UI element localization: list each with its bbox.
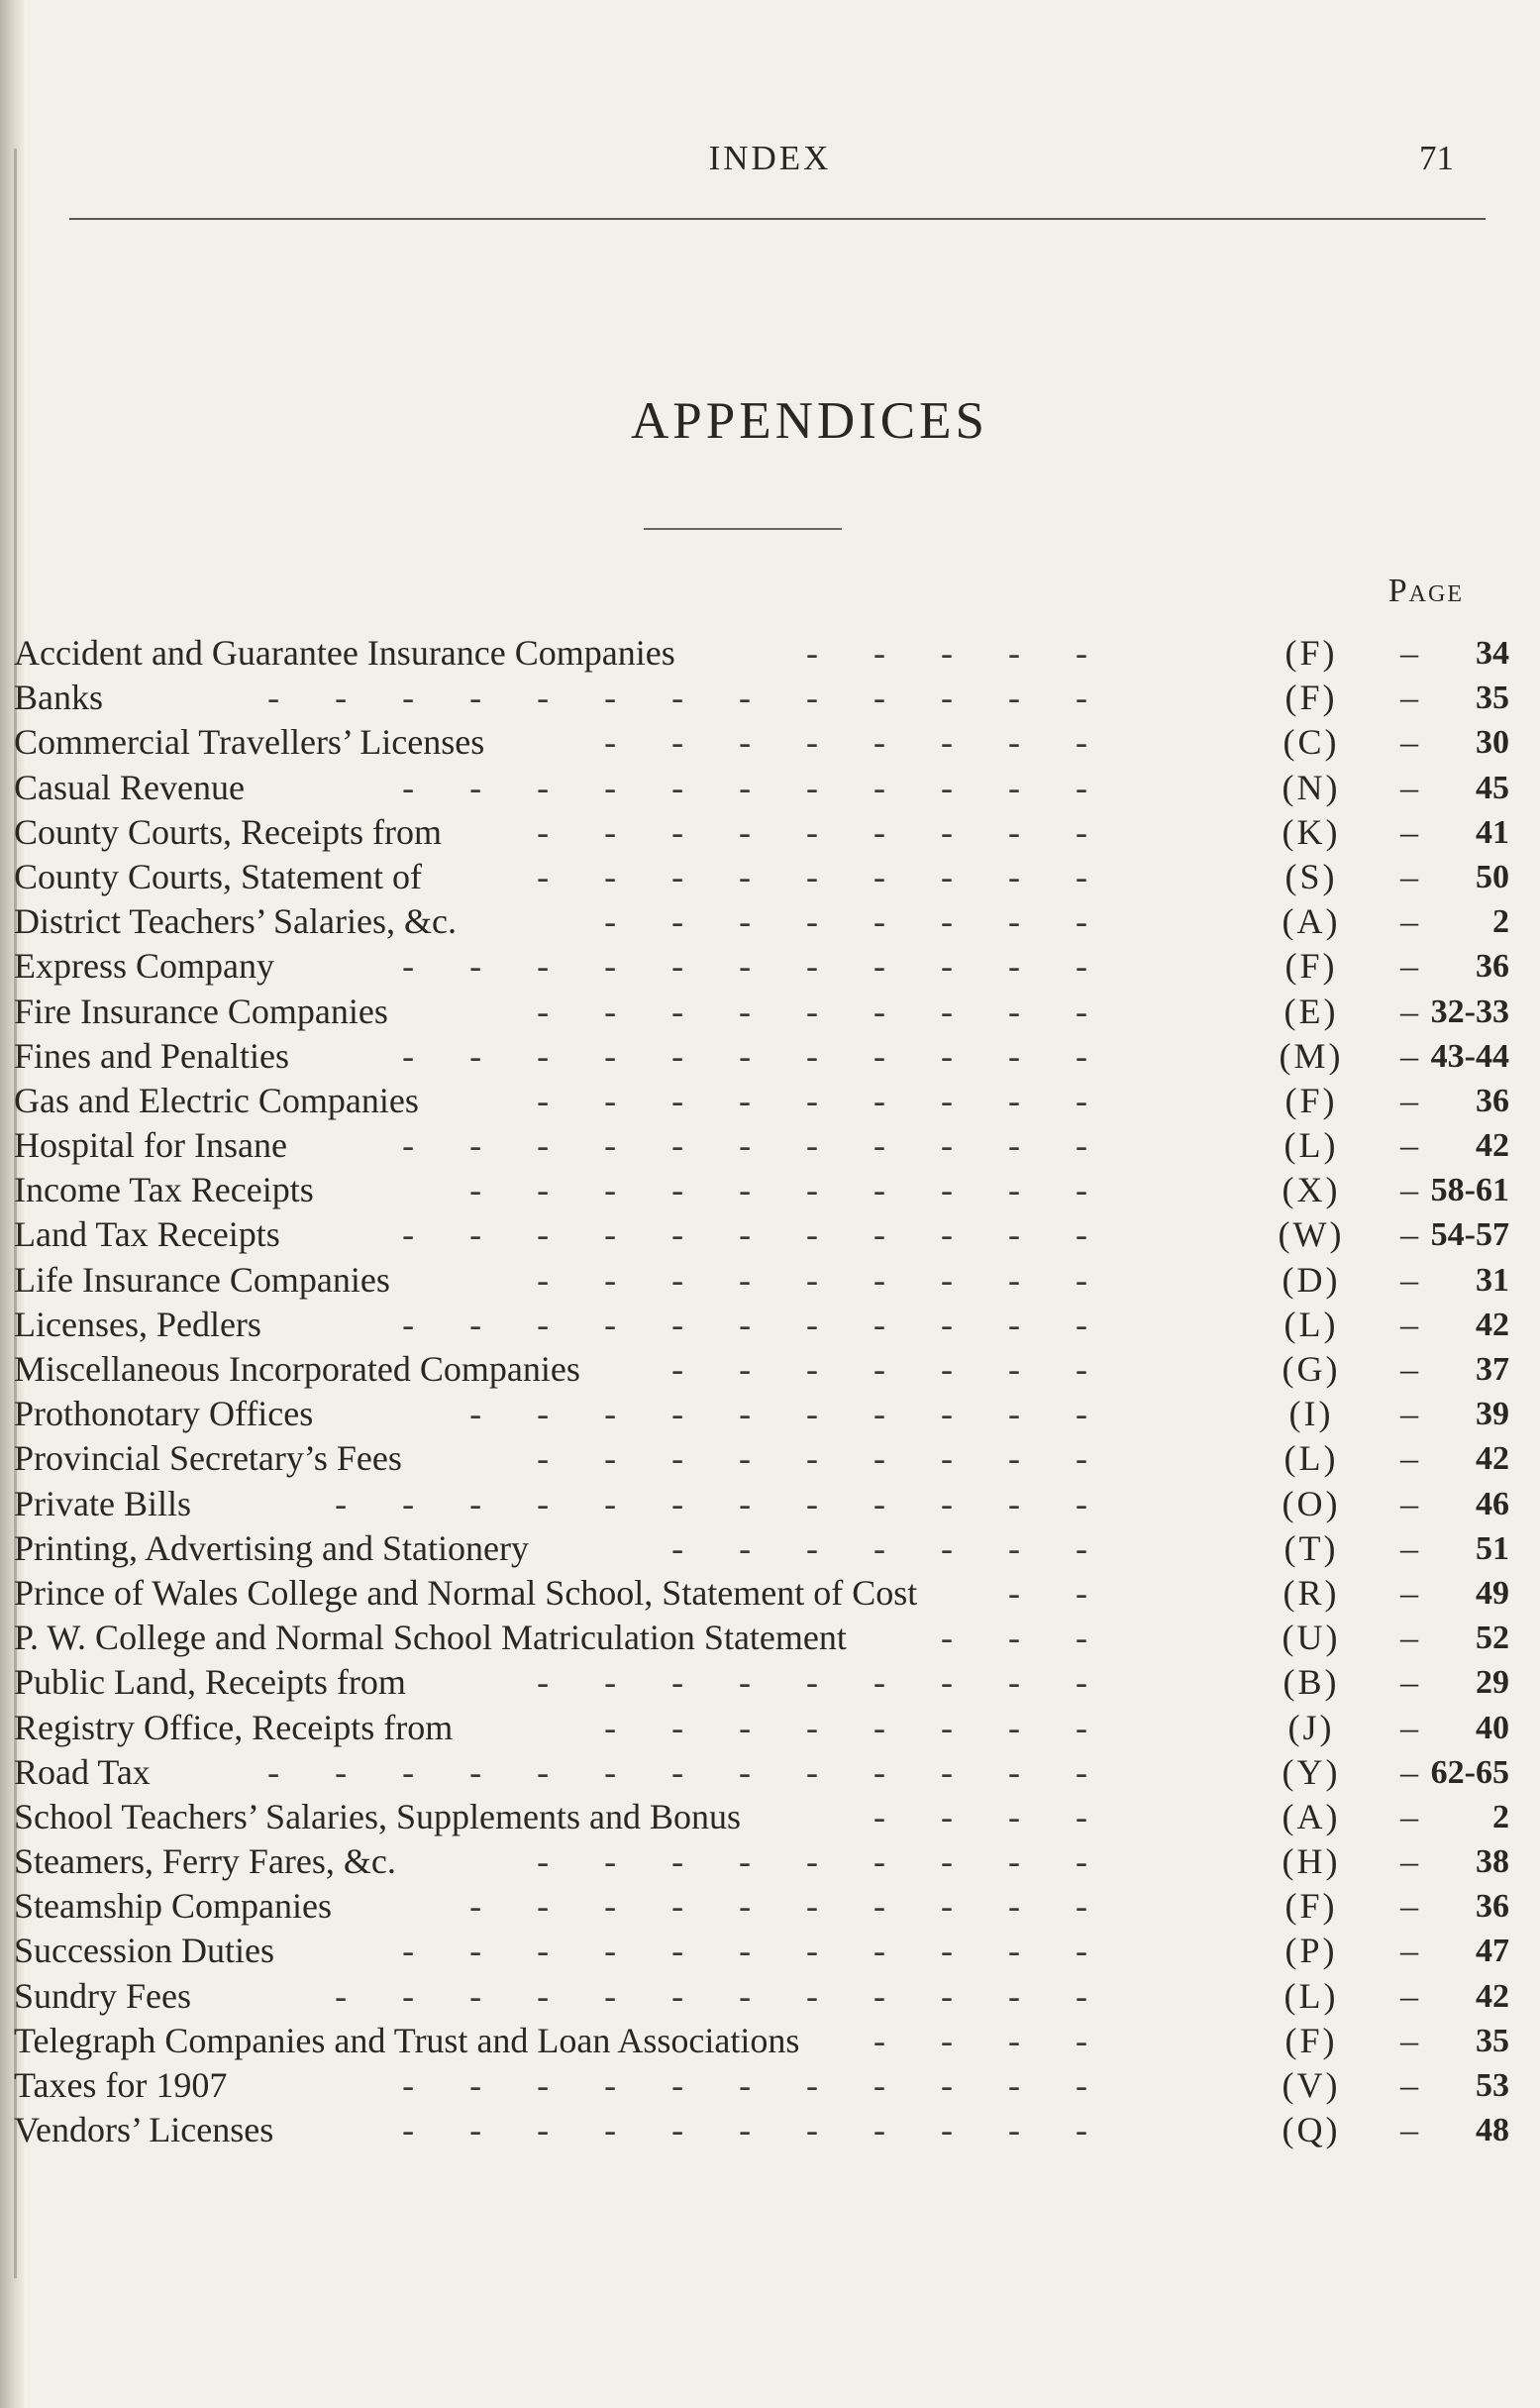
separator-dash: – bbox=[1400, 1841, 1418, 1882]
entry-name: Printing, Advertising and Stationery bbox=[14, 1527, 529, 1568]
index-entry bbox=[14, 720, 1509, 765]
leader-dashes: ----------- bbox=[402, 1125, 1143, 1166]
header-rule bbox=[69, 218, 1486, 220]
entry-name: County Courts, Receipts from bbox=[14, 811, 442, 852]
entry-name: Road Tax bbox=[14, 1751, 151, 1792]
separator-dash: – bbox=[1400, 1662, 1418, 1703]
leader-dashes: ----------- bbox=[402, 1214, 1143, 1255]
separator-dash: – bbox=[1400, 1751, 1418, 1792]
entry-appendix-letter: (L) bbox=[1283, 1975, 1339, 2016]
entry-name: Public Land, Receipts from bbox=[14, 1662, 406, 1703]
separator-dash: – bbox=[1400, 1035, 1418, 1076]
entry-name: Prothonotary Offices bbox=[14, 1394, 314, 1434]
index-entry bbox=[14, 1616, 1509, 1660]
index-entry bbox=[14, 631, 1509, 676]
entry-page: 42 bbox=[1476, 1977, 1509, 2015]
leader-dashes: --------- bbox=[537, 1080, 1143, 1120]
appendix-index-list bbox=[14, 631, 1509, 2152]
leader-dashes: ------------- bbox=[267, 1751, 1143, 1792]
entry-name: Hospital for Insane bbox=[14, 1125, 287, 1166]
separator-dash: – bbox=[1400, 991, 1418, 1031]
entry-name: Prince of Wales College and Normal School, Statement of Cost bbox=[14, 1572, 918, 1613]
entry-appendix-letter: (O) bbox=[1282, 1483, 1341, 1523]
index-entry bbox=[14, 944, 1509, 989]
entry-name: Express Company bbox=[14, 946, 274, 987]
entry-appendix-letter: (X) bbox=[1282, 1170, 1341, 1210]
entry-appendix-letter: (K) bbox=[1282, 811, 1341, 852]
entry-appendix-letter: (M) bbox=[1279, 1035, 1344, 1076]
leader-dashes: ----------- bbox=[402, 2110, 1143, 2150]
running-title: INDEX bbox=[708, 139, 832, 177]
entry-page: 37 bbox=[1476, 1351, 1509, 1388]
entry-page: 35 bbox=[1476, 680, 1509, 717]
leader-dashes: -- bbox=[1008, 1572, 1143, 1613]
separator-dash: – bbox=[1400, 2065, 1418, 2105]
leader-dashes: ------------ bbox=[335, 1975, 1143, 2016]
index-entry bbox=[14, 1839, 1509, 1884]
entry-name: Vendors’ Licenses bbox=[14, 2110, 274, 2150]
separator-dash: – bbox=[1400, 1349, 1418, 1389]
index-entry bbox=[14, 1034, 1509, 1079]
leader-dashes: ------------- bbox=[267, 678, 1143, 718]
index-entry bbox=[14, 1571, 1509, 1616]
index-entry bbox=[14, 2019, 1509, 2063]
running-header bbox=[40, 139, 1500, 188]
entry-page: 49 bbox=[1476, 1574, 1509, 1612]
separator-dash: – bbox=[1400, 1080, 1418, 1120]
page-column-heading: Page bbox=[1387, 573, 1464, 609]
entry-page: 47 bbox=[1476, 1933, 1509, 1970]
index-entry bbox=[14, 810, 1509, 855]
entry-appendix-letter: (L) bbox=[1283, 1438, 1339, 1479]
entry-appendix-letter: (F) bbox=[1284, 1080, 1338, 1120]
entry-page: 50 bbox=[1476, 858, 1509, 895]
entry-name: Accident and Guarantee Insurance Companies bbox=[14, 633, 675, 673]
leader-dashes: --------- bbox=[537, 991, 1143, 1031]
entry-appendix-letter: (E) bbox=[1283, 991, 1339, 1031]
entry-name: Registry Office, Receipts from bbox=[14, 1707, 454, 1747]
index-entry bbox=[14, 676, 1509, 720]
entry-page: 35 bbox=[1476, 2022, 1509, 2059]
entry-page: 43-44 bbox=[1430, 1037, 1509, 1075]
leader-dashes: ----------- bbox=[402, 767, 1143, 807]
entry-name: Telegraph Companies and Trust and Loan Associations bbox=[14, 2020, 800, 2060]
entry-page: 48 bbox=[1476, 2112, 1509, 2149]
separator-dash: – bbox=[1400, 1707, 1418, 1747]
leader-dashes: --------- bbox=[537, 1841, 1143, 1882]
index-entry bbox=[14, 1929, 1509, 1973]
index-entry bbox=[14, 1974, 1509, 2019]
index-entry bbox=[14, 1212, 1509, 1257]
index-entry bbox=[14, 1392, 1509, 1436]
index-entry bbox=[14, 855, 1509, 899]
entry-page: 53 bbox=[1476, 2067, 1509, 2104]
entry-name: Steamship Companies bbox=[14, 1886, 332, 1927]
entry-appendix-letter: (C) bbox=[1283, 722, 1340, 763]
index-entry bbox=[14, 899, 1509, 944]
entry-appendix-letter: (L) bbox=[1283, 1304, 1339, 1344]
entry-appendix-letter: (F) bbox=[1284, 633, 1338, 673]
leader-dashes: ---- bbox=[873, 1796, 1143, 1836]
leader-dashes: --------- bbox=[537, 856, 1143, 896]
entry-page: 40 bbox=[1476, 1709, 1509, 1746]
entry-appendix-letter: (I) bbox=[1288, 1394, 1334, 1434]
entry-page: 30 bbox=[1476, 724, 1509, 762]
entry-name: Banks bbox=[14, 678, 103, 718]
separator-dash: – bbox=[1400, 1394, 1418, 1434]
entry-name: Provincial Secretary’s Fees bbox=[14, 1438, 402, 1479]
index-entry bbox=[14, 1258, 1509, 1303]
leader-dashes: --------- bbox=[537, 1662, 1143, 1703]
leader-dashes: --------- bbox=[537, 1259, 1143, 1300]
separator-dash: – bbox=[1400, 1527, 1418, 1568]
entry-name: Gas and Electric Companies bbox=[14, 1080, 419, 1120]
leader-dashes: ---------- bbox=[469, 1886, 1143, 1927]
leader-dashes: ----------- bbox=[402, 1931, 1143, 1971]
separator-dash: – bbox=[1400, 722, 1418, 763]
separator-dash: – bbox=[1400, 1259, 1418, 1300]
entry-page: 46 bbox=[1476, 1485, 1509, 1522]
index-entry bbox=[14, 2108, 1509, 2152]
separator-dash: – bbox=[1400, 2110, 1418, 2150]
index-entry bbox=[14, 1482, 1509, 1526]
entry-appendix-letter: (F) bbox=[1284, 946, 1338, 987]
separator-dash: – bbox=[1400, 1483, 1418, 1523]
entry-page: 42 bbox=[1476, 1127, 1509, 1165]
leader-dashes: --------- bbox=[537, 1438, 1143, 1479]
entry-page: 52 bbox=[1476, 1620, 1509, 1657]
entry-name: Commercial Travellers’ Licenses bbox=[14, 722, 485, 763]
section-title: APPENDICES bbox=[630, 392, 988, 450]
leader-dashes: ----------- bbox=[402, 946, 1143, 987]
separator-dash: – bbox=[1400, 1886, 1418, 1927]
entry-name: Miscellaneous Incorporated Companies bbox=[14, 1349, 580, 1389]
index-entry bbox=[14, 1303, 1509, 1347]
entry-page: 36 bbox=[1476, 948, 1509, 986]
entry-name: School Teachers’ Salaries, Supplements and Bonus bbox=[14, 1796, 742, 1836]
entry-appendix-letter: (H) bbox=[1282, 1841, 1341, 1882]
entry-appendix-letter: (U) bbox=[1282, 1618, 1341, 1658]
leader-dashes: ---------- bbox=[469, 1394, 1143, 1434]
index-entry bbox=[14, 1123, 1509, 1168]
entry-name: Fines and Penalties bbox=[14, 1035, 289, 1076]
entry-page: 34 bbox=[1476, 635, 1509, 672]
entry-page: 2 bbox=[1492, 1798, 1509, 1835]
leader-dashes: --- bbox=[941, 1618, 1143, 1658]
separator-dash: – bbox=[1400, 946, 1418, 987]
entry-appendix-letter: (R) bbox=[1283, 1572, 1340, 1613]
entry-page: 29 bbox=[1476, 1664, 1509, 1702]
leader-dashes: ----------- bbox=[402, 1304, 1143, 1344]
index-entry bbox=[14, 1884, 1509, 1929]
index-entry bbox=[14, 2063, 1509, 2108]
entry-name: Casual Revenue bbox=[14, 767, 245, 807]
entry-page: 41 bbox=[1476, 813, 1509, 851]
entry-name: Private Bills bbox=[14, 1483, 191, 1523]
leader-dashes: -------- bbox=[604, 722, 1143, 763]
entry-page: 42 bbox=[1476, 1306, 1509, 1343]
separator-dash: – bbox=[1400, 1214, 1418, 1255]
entry-name: Income Tax Receipts bbox=[14, 1170, 314, 1210]
separator-dash: – bbox=[1400, 1931, 1418, 1971]
leader-dashes: -------- bbox=[604, 1707, 1143, 1747]
entry-page: 58-61 bbox=[1430, 1172, 1509, 1209]
separator-dash: – bbox=[1400, 901, 1418, 942]
leader-dashes: ------- bbox=[671, 1349, 1143, 1389]
separator-dash: – bbox=[1400, 1618, 1418, 1658]
separator-dash: – bbox=[1400, 1125, 1418, 1166]
index-entry bbox=[14, 766, 1509, 810]
entry-name: Taxes for 1907 bbox=[14, 2065, 228, 2105]
index-entry bbox=[14, 1795, 1509, 1839]
separator-dash: – bbox=[1400, 1438, 1418, 1479]
entry-appendix-letter: (A) bbox=[1282, 901, 1341, 942]
entry-appendix-letter: (W) bbox=[1278, 1214, 1345, 1255]
separator-dash: – bbox=[1400, 1304, 1418, 1344]
entry-appendix-letter: (P) bbox=[1284, 1931, 1338, 1971]
entry-appendix-letter: (J) bbox=[1287, 1707, 1335, 1747]
leader-dashes: ----------- bbox=[402, 2065, 1143, 2105]
leader-dashes: ------------ bbox=[335, 1483, 1143, 1523]
separator-dash: – bbox=[1400, 1572, 1418, 1613]
index-entry bbox=[14, 1436, 1509, 1481]
leader-dashes: --------- bbox=[537, 811, 1143, 852]
index-entry bbox=[14, 990, 1509, 1034]
entry-page: 51 bbox=[1476, 1529, 1509, 1567]
entry-page: 36 bbox=[1476, 1082, 1509, 1119]
entry-page: 42 bbox=[1476, 1440, 1509, 1478]
entry-page: 54-57 bbox=[1430, 1216, 1509, 1254]
leader-dashes: ----------- bbox=[402, 1035, 1143, 1076]
leader-dashes: -------- bbox=[604, 901, 1143, 942]
index-entry bbox=[14, 1168, 1509, 1212]
separator-dash: – bbox=[1400, 856, 1418, 896]
entry-name: Life Insurance Companies bbox=[14, 1259, 390, 1300]
entry-page: 45 bbox=[1476, 769, 1509, 806]
leader-dashes: ---- bbox=[873, 2020, 1143, 2060]
entry-appendix-letter: (A) bbox=[1282, 1796, 1341, 1836]
entry-appendix-letter: (F) bbox=[1284, 2020, 1338, 2060]
entry-appendix-letter: (D) bbox=[1282, 1259, 1341, 1300]
entry-appendix-letter: (F) bbox=[1284, 1886, 1338, 1927]
index-entry bbox=[14, 1660, 1509, 1705]
entry-page: 62-65 bbox=[1430, 1753, 1509, 1791]
separator-dash: – bbox=[1400, 633, 1418, 673]
separator-dash: – bbox=[1400, 811, 1418, 852]
separator-dash: – bbox=[1400, 767, 1418, 807]
entry-appendix-letter: (L) bbox=[1283, 1125, 1339, 1166]
entry-name: District Teachers’ Salaries, &c. bbox=[14, 901, 457, 942]
entry-name: Succession Duties bbox=[14, 1931, 274, 1971]
separator-dash: – bbox=[1400, 1170, 1418, 1210]
entry-page: 32-33 bbox=[1430, 993, 1509, 1030]
entry-appendix-letter: (F) bbox=[1284, 678, 1338, 718]
leader-dashes: ----- bbox=[806, 633, 1143, 673]
entry-name: County Courts, Statement of bbox=[14, 856, 422, 896]
title-rule bbox=[644, 528, 842, 530]
entry-name: Licenses, Pedlers bbox=[14, 1304, 261, 1344]
entry-name: P. W. College and Normal School Matriculation Statement bbox=[14, 1618, 847, 1658]
entry-appendix-letter: (S) bbox=[1284, 856, 1338, 896]
entry-page: 36 bbox=[1476, 1888, 1509, 1926]
entry-page: 2 bbox=[1492, 903, 1509, 941]
separator-dash: – bbox=[1400, 678, 1418, 718]
entry-page: 31 bbox=[1476, 1261, 1509, 1299]
index-entry bbox=[14, 1750, 1509, 1795]
entry-name: Fire Insurance Companies bbox=[14, 991, 388, 1031]
index-entry bbox=[14, 1706, 1509, 1750]
index-entry bbox=[14, 1347, 1509, 1392]
leader-dashes: ------- bbox=[671, 1527, 1143, 1568]
entry-appendix-letter: (T) bbox=[1283, 1527, 1339, 1568]
entry-page: 38 bbox=[1476, 1843, 1509, 1881]
page-number: 71 bbox=[1419, 139, 1454, 177]
leader-dashes: ---------- bbox=[469, 1170, 1143, 1210]
entry-appendix-letter: (B) bbox=[1283, 1662, 1340, 1703]
entry-appendix-letter: (Q) bbox=[1282, 2110, 1341, 2150]
separator-dash: – bbox=[1400, 1796, 1418, 1836]
index-entry bbox=[14, 1526, 1509, 1571]
entry-name: Land Tax Receipts bbox=[14, 1214, 280, 1255]
index-entry bbox=[14, 1079, 1509, 1123]
separator-dash: – bbox=[1400, 1975, 1418, 2016]
entry-appendix-letter: (G) bbox=[1282, 1349, 1341, 1389]
entry-appendix-letter: (N) bbox=[1282, 767, 1341, 807]
entry-name: Sundry Fees bbox=[14, 1975, 191, 2016]
separator-dash: – bbox=[1400, 2020, 1418, 2060]
entry-appendix-letter: (Y) bbox=[1282, 1751, 1341, 1792]
entry-page: 39 bbox=[1476, 1396, 1509, 1433]
entry-name: Steamers, Ferry Fares, &c. bbox=[14, 1841, 396, 1882]
entry-appendix-letter: (V) bbox=[1282, 2065, 1341, 2105]
